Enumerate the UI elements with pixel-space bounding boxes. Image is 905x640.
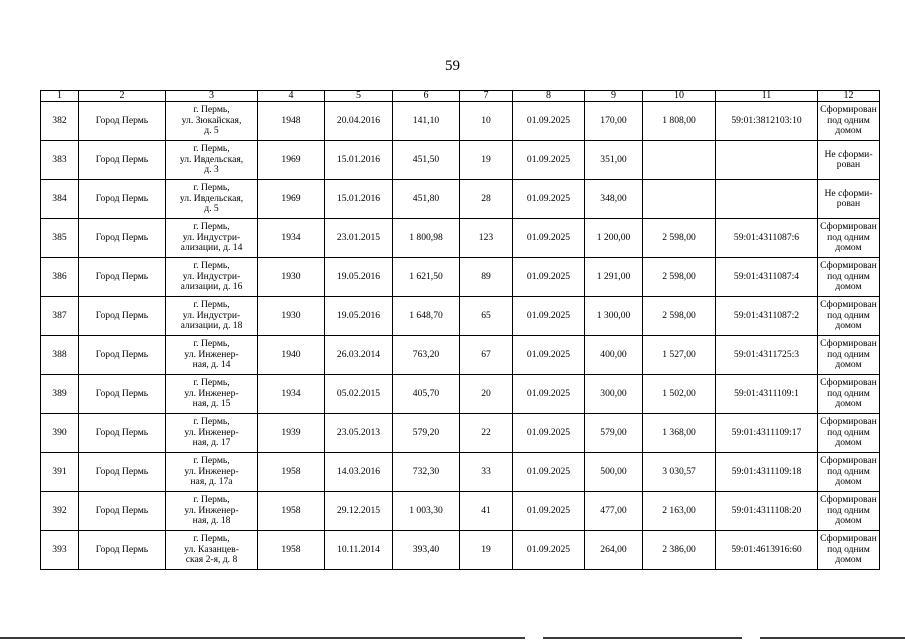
land-status-cell-line: под одним: [827, 426, 870, 438]
address-cell-line: г. Пермь,: [193, 299, 230, 311]
address-cell-line: ул. Инженер-: [184, 465, 239, 477]
table-row: [41, 336, 880, 375]
address-cell: [166, 531, 258, 570]
column-header-7: 7: [460, 91, 513, 102]
date-cell: 23.05.2013: [325, 414, 393, 453]
address-cell-line: ная, д. 18: [192, 515, 231, 527]
land-status-cell: [818, 375, 880, 414]
address-cell-line: ная, д. 17а: [190, 476, 233, 488]
address-cell-line: г. Пермь,: [193, 143, 230, 155]
row-number-cell: 382: [41, 102, 79, 141]
land-status-cell-line: Сформирован: [820, 455, 877, 467]
year-built-cell: 1958: [258, 492, 325, 531]
land-status-cell-line: рован: [836, 159, 861, 170]
address-cell-line: д. 3: [204, 164, 219, 176]
date-cell: 15.01.2016: [325, 180, 393, 219]
column-header-1: 1: [41, 91, 79, 102]
land-status-cell-line: под одним: [827, 270, 870, 282]
land-status-cell-line: под одним: [827, 114, 870, 126]
cadastral-number-cell: 59:01:4311109:1: [716, 375, 818, 414]
cadastral-number-cell: 59:01:4613916:60: [716, 531, 818, 570]
area-cell: 141,10: [393, 102, 460, 141]
address-cell-line: ализации, д. 18: [180, 320, 243, 332]
address-cell-line: ул. Ивдельская,: [179, 153, 244, 165]
land-status-cell: [818, 141, 880, 180]
municipality-cell: Город Пермь: [79, 375, 166, 414]
address-cell-line: ул. Индустри-: [182, 309, 241, 321]
deadline-date-cell: 01.09.2025: [513, 453, 585, 492]
area-cell: 451,50: [393, 141, 460, 180]
column-header-10: 10: [643, 91, 716, 102]
land-area-cell: [643, 141, 716, 180]
land-status-cell-line: Не сформи-: [824, 148, 873, 160]
land-status-cell-line: домом: [835, 398, 862, 410]
land-status-cell-line: под одним: [827, 309, 870, 321]
land-status-cell-line: домом: [835, 359, 862, 371]
year-built-cell: 1958: [258, 453, 325, 492]
land-status-cell-line: Сформирован: [820, 377, 877, 389]
date-cell: 05.02.2015: [325, 375, 393, 414]
address-cell-line: ул. Индустри-: [182, 231, 241, 243]
land-status-cell: [818, 453, 880, 492]
deadline-date-cell: 01.09.2025: [513, 492, 585, 531]
value-cell: 351,00: [585, 141, 643, 180]
cadastral-number-cell: [716, 141, 818, 180]
date-cell: 23.01.2015: [325, 219, 393, 258]
land-status-cell-line: Сформирован: [820, 494, 877, 506]
deadline-date-cell: 01.09.2025: [513, 102, 585, 141]
land-status-cell: [818, 531, 880, 570]
row-number-cell: 391: [41, 453, 79, 492]
address-cell-line: ул. Инженер-: [184, 348, 239, 360]
address-cell-line: ул. Зюкайская,: [181, 114, 242, 126]
scan-edge-line: [0, 637, 905, 639]
cadastral-number-cell: 59:01:4311087:4: [716, 258, 818, 297]
address-cell-line: ская 2-я, д. 8: [185, 554, 238, 566]
address-cell-line: ная, д. 17: [192, 437, 231, 449]
cadastral-number-cell: [716, 180, 818, 219]
address-cell: [166, 414, 258, 453]
address-cell-line: г. Пермь,: [193, 221, 230, 233]
address-cell-line: г. Пермь,: [193, 416, 230, 428]
area-cell: 1 648,70: [393, 297, 460, 336]
land-status-cell-line: Сформирован: [820, 104, 877, 116]
address-cell: [166, 492, 258, 531]
deadline-date-cell: 01.09.2025: [513, 258, 585, 297]
year-built-cell: 1948: [258, 102, 325, 141]
row-number-cell: 393: [41, 531, 79, 570]
table-row: [41, 297, 880, 336]
land-status-cell-line: Не сформи-: [824, 187, 873, 199]
residents-cell: 22: [460, 414, 513, 453]
address-cell-line: ул. Казанцев-: [184, 543, 239, 555]
value-cell: 348,00: [585, 180, 643, 219]
land-area-cell: 3 030,57: [643, 453, 716, 492]
area-cell: 1 621,50: [393, 258, 460, 297]
land-area-cell: 2 386,00: [643, 531, 716, 570]
address-cell-line: г. Пермь,: [193, 260, 230, 272]
year-built-cell: 1969: [258, 180, 325, 219]
land-status-cell-line: домом: [835, 242, 862, 254]
date-cell: 10.11.2014: [325, 531, 393, 570]
column-header-9: 9: [585, 91, 643, 102]
deadline-date-cell: 01.09.2025: [513, 219, 585, 258]
address-cell-line: г. Пермь,: [193, 338, 230, 350]
area-cell: 732,30: [393, 453, 460, 492]
table-row: [41, 414, 880, 453]
value-cell: 1 300,00: [585, 297, 643, 336]
address-cell-line: г. Пермь,: [193, 494, 230, 506]
land-status-cell: [818, 102, 880, 141]
date-cell: 29.12.2015: [325, 492, 393, 531]
municipality-cell: Город Пермь: [79, 453, 166, 492]
page-number: 59: [445, 58, 460, 74]
row-number-cell: 389: [41, 375, 79, 414]
land-area-cell: 1 368,00: [643, 414, 716, 453]
land-status-cell-line: домом: [835, 320, 862, 332]
land-area-cell: 1 527,00: [643, 336, 716, 375]
deadline-date-cell: 01.09.2025: [513, 180, 585, 219]
land-status-cell: [818, 492, 880, 531]
address-cell-line: г. Пермь,: [193, 182, 230, 194]
date-cell: 19.05.2016: [325, 297, 393, 336]
municipality-cell: Город Пермь: [79, 297, 166, 336]
year-built-cell: 1940: [258, 336, 325, 375]
residents-cell: 89: [460, 258, 513, 297]
residents-cell: 19: [460, 141, 513, 180]
land-status-cell-line: под одним: [827, 504, 870, 516]
address-cell: [166, 453, 258, 492]
value-cell: 170,00: [585, 102, 643, 141]
date-cell: 26.03.2014: [325, 336, 393, 375]
table-row: [41, 375, 880, 414]
residents-cell: 28: [460, 180, 513, 219]
value-cell: 579,00: [585, 414, 643, 453]
table-row: [41, 258, 880, 297]
area-cell: 1 800,98: [393, 219, 460, 258]
residents-cell: 10: [460, 102, 513, 141]
column-header-6: 6: [393, 91, 460, 102]
address-cell: [166, 297, 258, 336]
address-cell: [166, 336, 258, 375]
municipality-cell: Город Пермь: [79, 219, 166, 258]
land-status-cell-line: домом: [835, 554, 862, 566]
column-header-11: 11: [716, 91, 818, 102]
row-number-cell: 384: [41, 180, 79, 219]
address-cell: [166, 258, 258, 297]
year-built-cell: 1934: [258, 375, 325, 414]
column-header-4: 4: [258, 91, 325, 102]
municipality-cell: Город Пермь: [79, 258, 166, 297]
residents-cell: 33: [460, 453, 513, 492]
address-cell-line: г. Пермь,: [193, 104, 230, 116]
value-cell: 500,00: [585, 453, 643, 492]
land-status-cell-line: домом: [835, 281, 862, 293]
land-status-cell-line: рован: [836, 198, 861, 209]
cadastral-number-cell: 59:01:4311109:18: [716, 453, 818, 492]
deadline-date-cell: 01.09.2025: [513, 141, 585, 180]
date-cell: 15.01.2016: [325, 141, 393, 180]
cadastral-number-cell: 59:01:4311109:17: [716, 414, 818, 453]
date-cell: 14.03.2016: [325, 453, 393, 492]
address-cell-line: ная, д. 15: [192, 398, 231, 410]
residents-cell: 41: [460, 492, 513, 531]
row-number-cell: 387: [41, 297, 79, 336]
address-cell-line: ализации, д. 16: [180, 281, 243, 293]
address-cell-line: ул. Инженер-: [184, 504, 239, 516]
land-status-cell-line: Сформирован: [820, 416, 877, 428]
table-row: [41, 531, 880, 570]
column-header-2: 2: [79, 91, 166, 102]
cadastral-number-cell: 59:01:4311108:20: [716, 492, 818, 531]
address-cell-line: д. 5: [204, 203, 219, 215]
cadastral-number-cell: 59:01:4311725:3: [716, 336, 818, 375]
land-status-cell-line: Сформирован: [820, 338, 877, 350]
area-cell: 1 003,30: [393, 492, 460, 531]
cadastral-number-cell: 59:01:3812103:10: [716, 102, 818, 141]
date-cell: 20.04.2016: [325, 102, 393, 141]
municipality-cell: Город Пермь: [79, 180, 166, 219]
area-cell: 451,80: [393, 180, 460, 219]
year-built-cell: 1930: [258, 258, 325, 297]
year-built-cell: 1939: [258, 414, 325, 453]
row-number-cell: 385: [41, 219, 79, 258]
address-cell-line: г. Пермь,: [193, 377, 230, 389]
land-status-cell: [818, 258, 880, 297]
area-cell: 579,20: [393, 414, 460, 453]
land-area-cell: 2 598,00: [643, 258, 716, 297]
land-status-cell-line: домом: [835, 515, 862, 527]
land-status-cell-line: под одним: [827, 387, 870, 399]
land-status-cell-line: Сформирован: [820, 533, 877, 545]
address-cell: [166, 219, 258, 258]
address-cell: [166, 375, 258, 414]
municipality-cell: Город Пермь: [79, 102, 166, 141]
row-number-cell: 392: [41, 492, 79, 531]
address-cell-line: ная, д. 14: [192, 359, 231, 371]
land-status-cell-line: домом: [835, 476, 862, 488]
address-cell-line: ул. Ивдельская,: [179, 192, 244, 204]
table-row: [41, 180, 880, 219]
municipality-cell: Город Пермь: [79, 492, 166, 531]
municipality-cell: Город Пермь: [79, 414, 166, 453]
column-header-5: 5: [325, 91, 393, 102]
value-cell: 264,00: [585, 531, 643, 570]
land-area-cell: 2 598,00: [643, 219, 716, 258]
address-cell: [166, 141, 258, 180]
date-cell: 19.05.2016: [325, 258, 393, 297]
land-area-cell: 2 163,00: [643, 492, 716, 531]
column-header-3: 3: [166, 91, 258, 102]
area-cell: 393,40: [393, 531, 460, 570]
deadline-date-cell: 01.09.2025: [513, 336, 585, 375]
deadline-date-cell: 01.09.2025: [513, 531, 585, 570]
year-built-cell: 1930: [258, 297, 325, 336]
land-status-cell-line: под одним: [827, 465, 870, 477]
land-area-cell: 1 808,00: [643, 102, 716, 141]
land-status-cell-line: под одним: [827, 231, 870, 243]
year-built-cell: 1958: [258, 531, 325, 570]
address-cell-line: г. Пермь,: [193, 455, 230, 467]
land-status-cell: [818, 219, 880, 258]
header-row: [41, 91, 880, 102]
row-number-cell: 388: [41, 336, 79, 375]
land-area-cell: 1 502,00: [643, 375, 716, 414]
municipality-cell: Город Пермь: [79, 531, 166, 570]
value-cell: 300,00: [585, 375, 643, 414]
row-number-cell: 383: [41, 141, 79, 180]
column-header-8: 8: [513, 91, 585, 102]
residents-cell: 65: [460, 297, 513, 336]
residents-cell: 123: [460, 219, 513, 258]
residents-cell: 67: [460, 336, 513, 375]
address-cell-line: д. 5: [204, 125, 219, 137]
table-row: [41, 492, 880, 531]
address-cell-line: г. Пермь,: [193, 533, 230, 545]
land-status-cell-line: под одним: [827, 543, 870, 555]
address-cell: [166, 180, 258, 219]
row-number-cell: 386: [41, 258, 79, 297]
area-cell: 405,70: [393, 375, 460, 414]
land-area-cell: [643, 180, 716, 219]
municipality-cell: Город Пермь: [79, 336, 166, 375]
row-number-cell: 390: [41, 414, 79, 453]
deadline-date-cell: 01.09.2025: [513, 297, 585, 336]
table-row: [41, 102, 880, 141]
residents-cell: 20: [460, 375, 513, 414]
deadline-date-cell: 01.09.2025: [513, 375, 585, 414]
value-cell: 477,00: [585, 492, 643, 531]
land-status-cell-line: Сформирован: [820, 299, 877, 311]
land-status-cell-line: Сформирован: [820, 260, 877, 272]
land-status-cell-line: под одним: [827, 348, 870, 360]
area-cell: 763,20: [393, 336, 460, 375]
table-row: [41, 453, 880, 492]
address-cell-line: ул. Инженер-: [184, 387, 239, 399]
value-cell: 400,00: [585, 336, 643, 375]
address-cell-line: ул. Индустри-: [182, 270, 241, 282]
cadastral-number-cell: 59:01:4311087:6: [716, 219, 818, 258]
address-cell: [166, 102, 258, 141]
land-status-cell-line: домом: [835, 437, 862, 449]
housing-registry-table: [40, 90, 880, 570]
address-cell-line: ализации, д. 14: [180, 242, 243, 254]
residents-cell: 19: [460, 531, 513, 570]
table-row: [41, 141, 880, 180]
value-cell: 1 291,00: [585, 258, 643, 297]
land-status-cell: [818, 297, 880, 336]
table-row: [41, 219, 880, 258]
land-status-cell-line: Сформирован: [820, 221, 877, 233]
year-built-cell: 1969: [258, 141, 325, 180]
land-status-cell: [818, 180, 880, 219]
table-body: [41, 102, 880, 570]
municipality-cell: Город Пермь: [79, 141, 166, 180]
cadastral-number-cell: 59:01:4311087:2: [716, 297, 818, 336]
land-area-cell: 2 598,00: [643, 297, 716, 336]
deadline-date-cell: 01.09.2025: [513, 414, 585, 453]
land-status-cell: [818, 414, 880, 453]
column-header-12: 12: [818, 91, 880, 102]
land-status-cell-line: домом: [835, 125, 862, 137]
value-cell: 1 200,00: [585, 219, 643, 258]
address-cell-line: ул. Инженер-: [184, 426, 239, 438]
land-status-cell: [818, 336, 880, 375]
year-built-cell: 1934: [258, 219, 325, 258]
